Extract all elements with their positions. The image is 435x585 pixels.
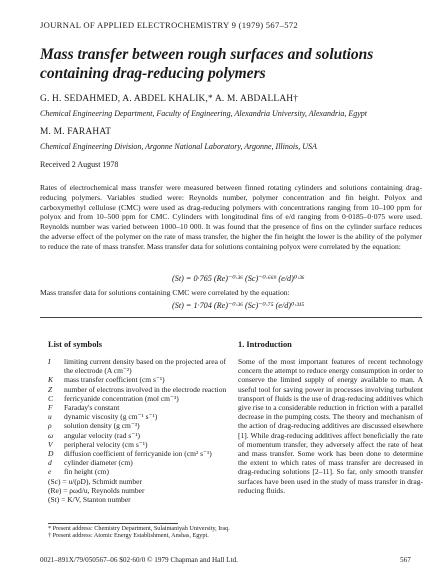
symbol: I [48, 357, 51, 366]
symbol: F [48, 403, 53, 413]
symbol: ω [48, 430, 54, 440]
stanton-number-def: (St) = K/V, Stanton number [48, 495, 131, 505]
symbol-row [48, 394, 234, 403]
intro-heading: 1. Introduction [238, 340, 292, 349]
authors-line-1: G. H. SEDAHMED, A. ABDEL KHALIK,* A. M. ABDALLAH† [40, 94, 299, 104]
introduction-text: Some of the most important features of recent technology concern the attempt to reduce energy consumption in order to conserve the limited supply of energy available to man. A useful tool for saving power in processes involving turbulent transport of fluids is the use of drag-reducing additives which give rise to a considerable reduction in friction with a parallel decrease in the pumping costs. The theory and mechanism of the action of drag-reducing additives are discussed elsewhere [1]. While drag-reducing additives affect beneficially the rate of momentum transfer, they adversely affect the rate of heat and mass transfer. Some work has been done to determine the extent to which rates of mass transfer are decreased in drag-reducing solutions [2–11]. So far, only smooth transfer surfaces have been used in the study of mass transfer in drag-reducing fluids. [238, 357, 423, 495]
page-number: 567 [400, 556, 411, 564]
footnote-divider [48, 523, 178, 524]
footnote-1: * Present address: Chemistry Department, Sulaimaniyah University, Iraq. [48, 525, 230, 532]
symbol-row [48, 375, 234, 384]
affiliation-1: Chemical Engineering Department, Faculty of Engineering, Alexandria University, Alexandria, Egypt [40, 109, 367, 118]
equation-2: (St) = 1·704 (Re)⁻⁰·³⁶ (Sc)⁻⁰·⁷⁵ (e/d)⁰·³¹⁵ [172, 301, 305, 310]
symbol: Z [48, 384, 53, 394]
symbol-desc: mass transfer coefficient (cm s⁻¹) [64, 375, 165, 385]
symbol: V [48, 439, 53, 449]
symbol-row [48, 421, 234, 430]
divider [40, 317, 422, 318]
symbol-row [48, 449, 234, 458]
symbols-heading: List of symbols [48, 340, 102, 349]
symbol-desc: number of electrons involved in the electrode reaction [64, 384, 227, 394]
symbol-row [48, 431, 234, 440]
symbol: d [48, 458, 52, 468]
title-line-1: Mass transfer between rough surfaces and solutions [40, 46, 374, 63]
symbol: D [48, 449, 54, 459]
symbol: e [48, 467, 52, 477]
symbol-desc: dynamic viscosity (g cm⁻¹ s⁻¹) [64, 412, 158, 422]
symbol-row [48, 440, 234, 449]
symbol-desc: diffusion coefficient of ferricyanide ion (cm² s⁻¹) [64, 449, 212, 459]
journal-header: JOURNAL OF APPLIED ELECTROCHEMISTRY 9 (1979) 567–572 [40, 20, 298, 30]
symbol: ρ [48, 421, 52, 431]
symbol: u [48, 412, 52, 422]
symbol-row [48, 412, 234, 421]
article-title [40, 45, 420, 83]
symbol-desc: peripheral velocity (cm s⁻¹) [64, 439, 148, 449]
footnote-2: † Present address: Atomic Energy Establishment, Anshas, Egypt. [48, 532, 209, 540]
abstract-text-2: Mass transfer data for solutions containing CMC were correlated by the equation: [40, 288, 290, 297]
copyright-line: 0021–891X/79/050567–06 $02·60/0 © 1979 Chapman and Hall Ltd. [40, 556, 238, 564]
symbol: C [48, 393, 54, 403]
symbol-desc: Faraday's constant [64, 403, 120, 413]
reynolds-number-def: (Re) = ρωd/u, Reynolds number [48, 485, 145, 495]
footnotes [48, 525, 428, 540]
symbol-row [48, 385, 234, 394]
symbol-desc: angular velocity (rad s⁻¹) [64, 430, 140, 440]
title-line-2: containing drag-reducing polymers [40, 65, 266, 82]
symbol-row [48, 357, 234, 375]
schmidt-number-def: (Sc) = u/(ρD), Schmidt number [48, 476, 142, 486]
symbol-row [48, 467, 234, 476]
symbol-desc: solution density (g cm⁻³) [64, 421, 140, 431]
abstract [40, 183, 422, 252]
symbol-row [48, 403, 234, 412]
symbol: K [48, 375, 54, 385]
abstract-text: Rates of electrochemical mass transfer were measured between finned rotating cylinders and solutions containing drag-reducing polymers. Variables studied were: Reynolds number, polymer concentration and fin height. Polyox and carboxymethyl cellulose (CMC) were used as drag-reducing polymers with concentrations ranging from 10–100 ppm for polyox and from 10–500 ppm for CMC. Cylinders with longitudinal fins of e/d ranging from 0·0185–0·075 were used. Reynolds number was varied between 1000–10 000. It was found that the presence of fins on the cylinder surface reduces the adverse effect of the polymer on the rate of mass transfer, the higher the fin height the lower is the ability of the polymer to reduce the rate of mass transfer. Mass transfer data for solutions containing polyox were correlated by the equation: [40, 183, 422, 251]
symbol-desc: ferricyanide concentration (mol cm⁻³) [64, 393, 179, 403]
affiliation-2: Chemical Engineering Division, Argonne National Laboratory, Argonne, Illinois, USA [40, 142, 317, 151]
authors-line-2: M. M. FARAHAT [40, 127, 112, 137]
symbols-list [48, 357, 234, 504]
symbol-desc: fin height (cm) [64, 467, 109, 477]
symbol-desc: cylinder diameter (cm) [64, 458, 133, 468]
equation-1: (St) = 0·765 (Re)⁻⁰·³⁶ (Sc)⁻⁰·⁶⁶⁹ (e/d)⁰·³⁶ [172, 274, 305, 283]
received-date: Received 2 August 1978 [40, 160, 119, 169]
symbol-desc: limiting current density based on the projected area of the electrode (A cm⁻²) [64, 357, 227, 376]
symbol-row [48, 458, 234, 467]
